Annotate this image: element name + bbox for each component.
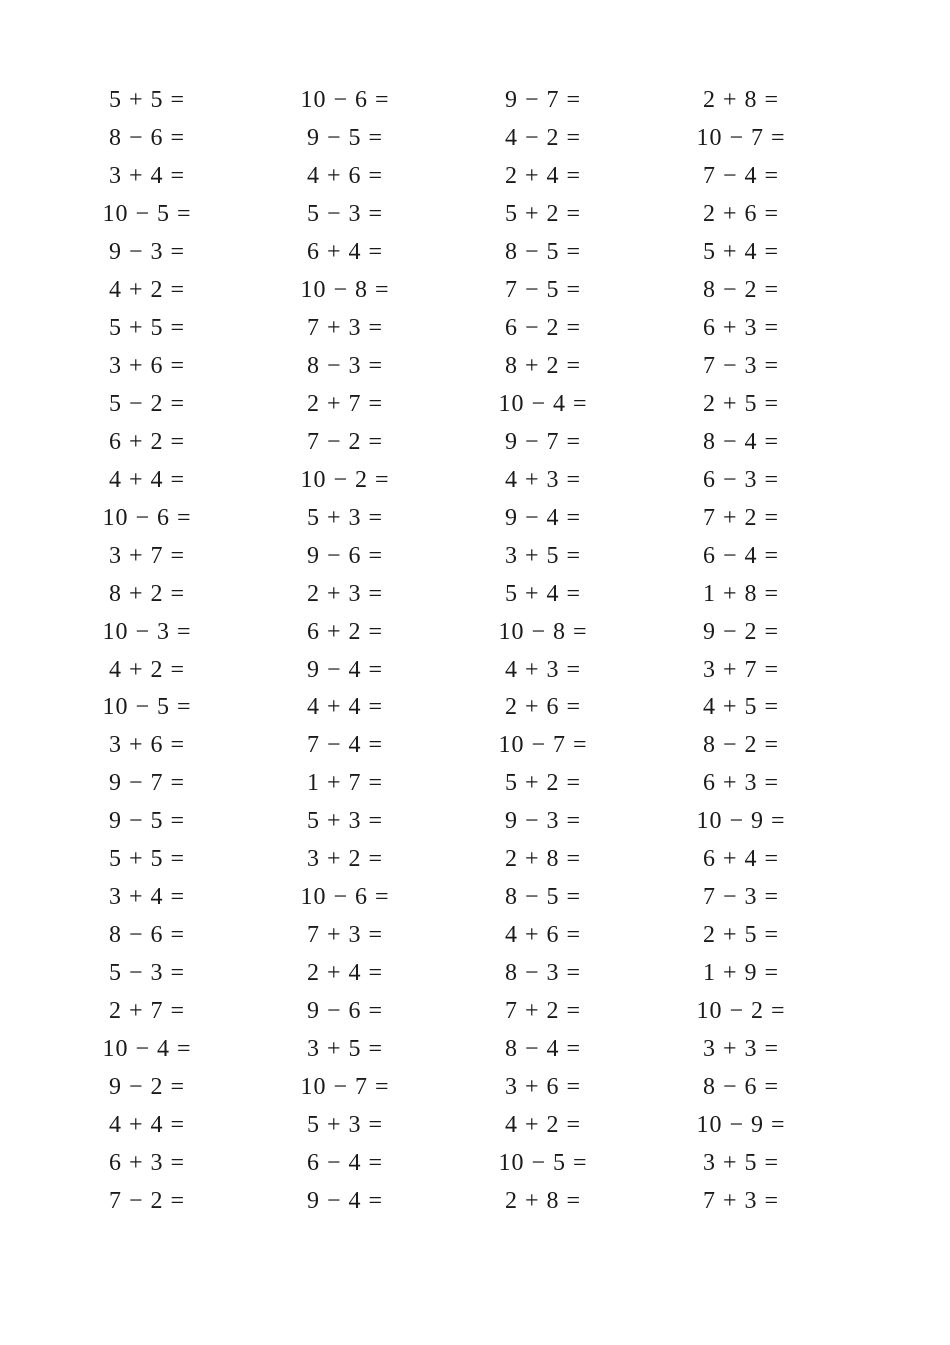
math-problem: 4 + 4 =	[108, 1111, 186, 1138]
math-problem: 10 − 8 =	[300, 277, 390, 304]
problem-row	[48, 348, 840, 386]
math-problem: 3 + 7 =	[108, 542, 186, 569]
math-problem: 4 + 6 =	[504, 922, 582, 949]
math-problem: 2 + 8 =	[702, 87, 780, 114]
math-problem: 2 + 6 =	[702, 201, 780, 228]
math-problem: 2 + 8 =	[504, 1187, 582, 1214]
math-problem: 9 − 3 =	[504, 808, 582, 835]
math-problem: 9 − 4 =	[306, 656, 384, 683]
problem-row	[48, 803, 840, 841]
math-problem: 10 − 9 =	[696, 1111, 786, 1138]
math-problem: 6 − 4 =	[306, 1149, 384, 1176]
arithmetic-worksheet	[48, 82, 840, 1220]
problem-row	[48, 575, 840, 613]
math-problem: 5 − 2 =	[108, 390, 186, 417]
math-problem: 7 + 2 =	[702, 504, 780, 531]
math-problem: 3 + 2 =	[306, 846, 384, 873]
math-problem: 10 − 6 =	[300, 87, 390, 114]
problem-row	[48, 461, 840, 499]
math-problem: 5 + 4 =	[504, 580, 582, 607]
problem-row	[48, 82, 840, 120]
math-problem: 5 + 3 =	[306, 808, 384, 835]
math-problem: 3 + 5 =	[702, 1149, 780, 1176]
problem-row	[48, 120, 840, 158]
math-problem: 3 + 3 =	[702, 1035, 780, 1062]
math-problem: 2 + 5 =	[702, 390, 780, 417]
math-problem: 10 − 6 =	[300, 884, 390, 911]
problem-row	[48, 234, 840, 272]
problem-row	[48, 841, 840, 879]
math-problem: 5 + 5 =	[108, 315, 186, 342]
math-problem: 1 + 9 =	[702, 960, 780, 987]
math-problem: 8 − 3 =	[504, 960, 582, 987]
math-problem: 10 − 4 =	[102, 1035, 192, 1062]
math-problem: 8 − 2 =	[702, 277, 780, 304]
problem-row	[48, 993, 840, 1031]
math-problem: 2 + 4 =	[306, 960, 384, 987]
math-problem: 5 + 4 =	[702, 239, 780, 266]
math-problem: 6 + 2 =	[306, 618, 384, 645]
math-problem: 10 − 5 =	[102, 694, 192, 721]
math-problem: 8 + 2 =	[504, 353, 582, 380]
math-problem: 5 + 2 =	[504, 770, 582, 797]
math-problem: 4 + 2 =	[108, 277, 186, 304]
math-problem: 4 + 2 =	[504, 1111, 582, 1138]
math-problem: 7 − 5 =	[504, 277, 582, 304]
math-problem: 1 + 7 =	[306, 770, 384, 797]
math-problem: 7 + 3 =	[306, 922, 384, 949]
math-problem: 7 − 4 =	[702, 163, 780, 190]
math-problem: 10 − 4 =	[498, 390, 588, 417]
math-problem: 8 − 5 =	[504, 239, 582, 266]
math-problem: 3 + 5 =	[306, 1035, 384, 1062]
math-problem: 2 + 3 =	[306, 580, 384, 607]
math-problem: 6 − 3 =	[702, 466, 780, 493]
math-problem: 9 − 6 =	[306, 542, 384, 569]
math-problem: 8 − 4 =	[504, 1035, 582, 1062]
math-problem: 10 − 6 =	[102, 504, 192, 531]
math-problem: 5 + 5 =	[108, 846, 186, 873]
math-problem: 9 − 6 =	[306, 997, 384, 1024]
problem-row	[48, 537, 840, 575]
math-problem: 8 − 6 =	[108, 922, 186, 949]
math-problem: 4 − 2 =	[504, 125, 582, 152]
math-problem: 9 − 2 =	[702, 618, 780, 645]
math-problem: 10 − 3 =	[102, 618, 192, 645]
math-problem: 4 + 2 =	[108, 656, 186, 683]
math-problem: 9 − 4 =	[504, 504, 582, 531]
problem-row	[48, 879, 840, 917]
math-problem: 5 + 5 =	[108, 87, 186, 114]
math-problem: 4 + 3 =	[504, 466, 582, 493]
math-problem: 8 − 2 =	[702, 732, 780, 759]
math-problem: 4 + 4 =	[306, 694, 384, 721]
math-problem: 8 − 6 =	[702, 1073, 780, 1100]
math-problem: 6 − 2 =	[504, 315, 582, 342]
math-problem: 1 + 8 =	[702, 580, 780, 607]
math-problem: 4 + 3 =	[504, 656, 582, 683]
problem-row	[48, 727, 840, 765]
math-problem: 7 − 2 =	[108, 1187, 186, 1214]
math-problem: 4 + 5 =	[702, 694, 780, 721]
problem-row	[48, 651, 840, 689]
math-problem: 7 + 3 =	[306, 315, 384, 342]
math-problem: 3 + 7 =	[702, 656, 780, 683]
math-problem: 10 − 7 =	[498, 732, 588, 759]
math-problem: 9 − 5 =	[306, 125, 384, 152]
math-problem: 3 + 5 =	[504, 542, 582, 569]
math-problem: 7 + 2 =	[504, 997, 582, 1024]
problem-row	[48, 765, 840, 803]
math-problem: 6 + 3 =	[108, 1149, 186, 1176]
math-problem: 9 − 2 =	[108, 1073, 186, 1100]
math-problem: 10 − 5 =	[102, 201, 192, 228]
problem-row	[48, 1144, 840, 1182]
math-problem: 2 + 4 =	[504, 163, 582, 190]
math-problem: 5 − 3 =	[108, 960, 186, 987]
problem-row	[48, 386, 840, 424]
math-problem: 6 + 4 =	[306, 239, 384, 266]
math-problem: 7 − 4 =	[306, 732, 384, 759]
math-problem: 5 − 3 =	[306, 201, 384, 228]
math-problem: 9 − 7 =	[108, 770, 186, 797]
math-problem: 9 − 7 =	[504, 428, 582, 455]
math-problem: 8 + 2 =	[108, 580, 186, 607]
problem-row	[48, 917, 840, 955]
math-problem: 2 + 7 =	[306, 390, 384, 417]
problem-row	[48, 1106, 840, 1144]
math-problem: 10 − 7 =	[696, 125, 786, 152]
math-problem: 10 − 9 =	[696, 808, 786, 835]
math-problem: 10 − 2 =	[696, 997, 786, 1024]
math-problem: 6 + 2 =	[108, 428, 186, 455]
math-problem: 2 + 8 =	[504, 846, 582, 873]
math-problem: 8 − 5 =	[504, 884, 582, 911]
problem-row	[48, 1068, 840, 1106]
math-problem: 10 − 2 =	[300, 466, 390, 493]
problem-row	[48, 955, 840, 993]
math-problem: 2 + 7 =	[108, 997, 186, 1024]
math-problem: 6 + 4 =	[702, 846, 780, 873]
problem-row	[48, 1182, 840, 1220]
math-problem: 8 − 4 =	[702, 428, 780, 455]
math-problem: 6 + 3 =	[702, 315, 780, 342]
problem-row	[48, 158, 840, 196]
math-problem: 5 + 3 =	[306, 1111, 384, 1138]
math-problem: 7 − 3 =	[702, 884, 780, 911]
math-problem: 3 + 6 =	[108, 353, 186, 380]
math-problem: 5 + 3 =	[306, 504, 384, 531]
math-problem: 9 − 5 =	[108, 808, 186, 835]
math-problem: 7 − 3 =	[702, 353, 780, 380]
math-problem: 6 + 3 =	[702, 770, 780, 797]
math-problem: 5 + 2 =	[504, 201, 582, 228]
math-problem: 10 − 8 =	[498, 618, 588, 645]
math-problem: 4 + 4 =	[108, 466, 186, 493]
problem-row	[48, 196, 840, 234]
math-problem: 3 + 6 =	[108, 732, 186, 759]
problem-row	[48, 1030, 840, 1068]
problem-row	[48, 689, 840, 727]
problem-row	[48, 272, 840, 310]
math-problem: 10 − 7 =	[300, 1073, 390, 1100]
math-problem: 9 − 7 =	[504, 87, 582, 114]
problem-row	[48, 499, 840, 537]
math-problem: 10 − 5 =	[498, 1149, 588, 1176]
problem-row	[48, 310, 840, 348]
math-problem: 9 − 4 =	[306, 1187, 384, 1214]
math-problem: 7 + 3 =	[702, 1187, 780, 1214]
math-problem: 3 + 4 =	[108, 884, 186, 911]
math-problem: 2 + 5 =	[702, 922, 780, 949]
math-problem: 8 − 6 =	[108, 125, 186, 152]
math-problem: 2 + 6 =	[504, 694, 582, 721]
problem-row	[48, 423, 840, 461]
math-problem: 3 + 4 =	[108, 163, 186, 190]
math-problem: 8 − 3 =	[306, 353, 384, 380]
math-problem: 7 − 2 =	[306, 428, 384, 455]
problem-row	[48, 613, 840, 651]
math-problem: 6 − 4 =	[702, 542, 780, 569]
math-problem: 4 + 6 =	[306, 163, 384, 190]
math-problem: 9 − 3 =	[108, 239, 186, 266]
math-problem: 3 + 6 =	[504, 1073, 582, 1100]
